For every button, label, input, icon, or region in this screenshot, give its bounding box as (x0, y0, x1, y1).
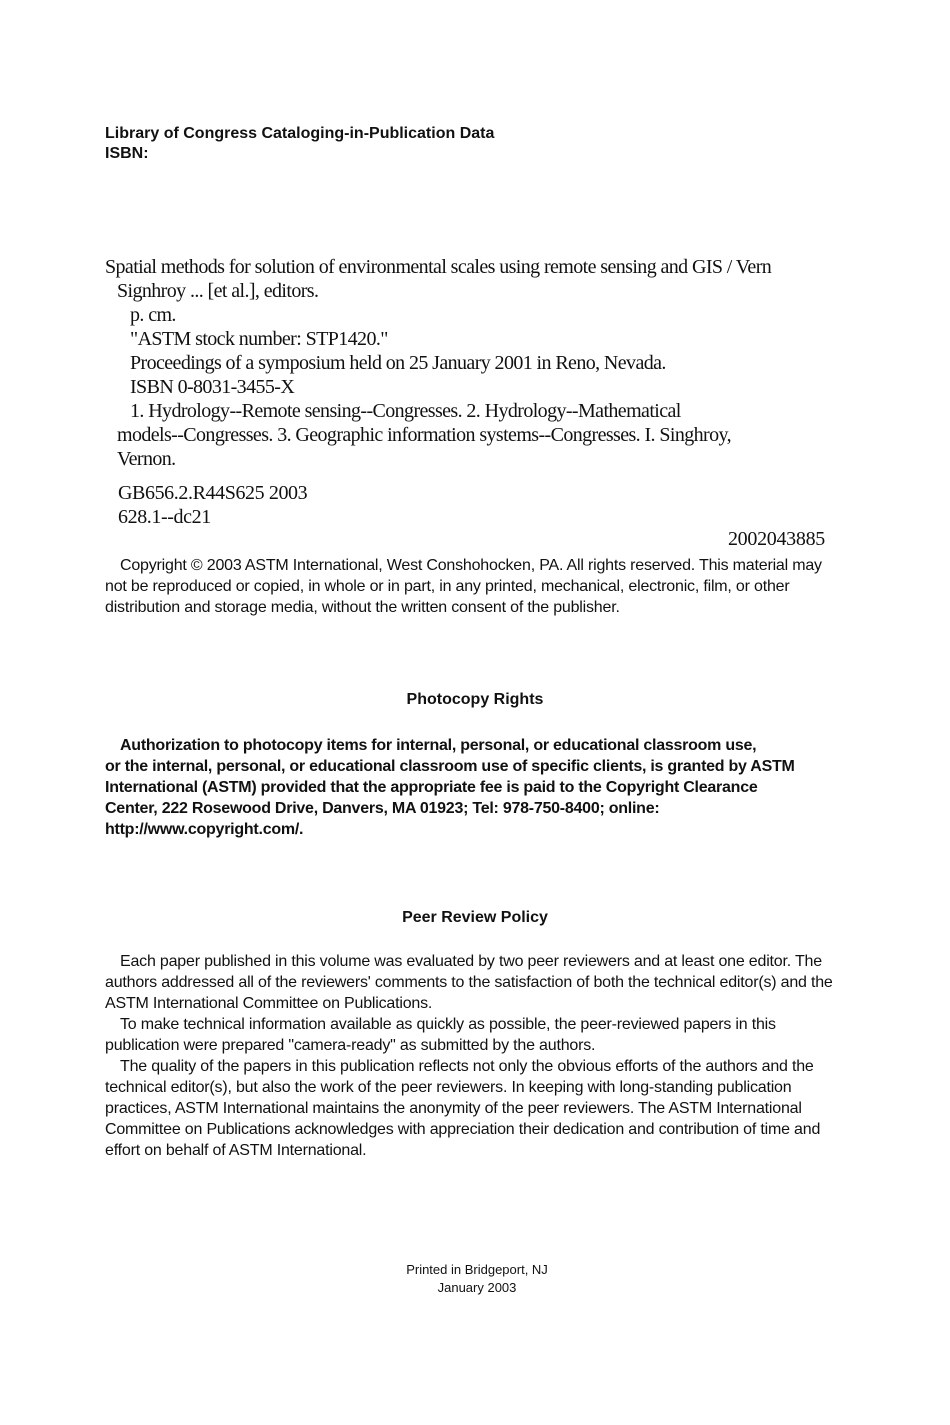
peer-review-heading: Peer Review Policy (402, 909, 548, 926)
photocopy-line-2: or the internal, personal, or educational classroom use of specific clients, is granted by ASTM (105, 758, 795, 775)
cip-isbn: ISBN 0-8031-3455-X (130, 376, 295, 398)
photocopy-rights-heading: Photocopy Rights (406, 691, 544, 708)
cip-record (105, 255, 825, 471)
cip-subjects-line-3: Vernon. (117, 448, 176, 470)
printed-date: January 2003 (437, 1280, 517, 1295)
cip-subjects-line-1: 1. Hydrology--Remote sensing--Congresses. 2. Hydrology--Mathematical (130, 400, 681, 422)
isbn-label: ISBN: (105, 145, 149, 162)
peer-review-paragraph: To make technical information available as quickly as possible, the peer-reviewed papers in this publication were prepared "camera-ready" as submitted by the authors. (105, 1016, 776, 1054)
cip-subjects-line-2: models--Congresses. 3. Geographic information systems--Congresses. I. Singhroy, (117, 424, 731, 446)
photocopy-line-5: http://www.copyright.com/. (105, 821, 304, 838)
copyright-notice (105, 555, 845, 618)
cip-proceedings-note: Proceedings of a symposium held on 25 January 2001 in Reno, Nevada. (130, 352, 666, 374)
copyright-text: Copyright © 2003 ASTM International, West Conshohocken, PA. All rights reserved. This material may not be reproduced or copied, in whole or in part, in any printed, mechanical, electronic, film, or other distribution and storage media, without the written consent of the publisher. (105, 557, 822, 616)
printed-location: Printed in Bridgeport, NJ (406, 1262, 548, 1277)
peer-review-paragraph: The quality of the papers in this publication reflects not only the obvious efforts of the authors and the technical editor(s), but also the work of the peer reviewers. In keeping with long-standing publication practices, ASTM International maintains the anonymity of the peer reviewers. The ASTM International Committee on Publications acknowledges with appreciation their dedication and contribution of time and effort on behalf of ASTM International. (105, 1058, 821, 1159)
photocopy-line-1: Authorization to photocopy items for internal, personal, or educational classroom use, (120, 737, 757, 754)
lc-classification: GB656.2.R44S625 2003 (118, 482, 308, 504)
peer-review-paragraph: Each paper published in this volume was evaluated by two peer reviewers and at least one editor. The authors addressed all of the reviewers' comments to the satisfaction of both the technical editor(s) and the ASTM International Committee on Publications. (105, 953, 833, 1012)
cip-title-line-1: Spatial methods for solution of environmental scales using remote sensing and GIS / Vern (105, 256, 772, 278)
peer-review-text (105, 951, 850, 1161)
cip-title-line-2: Signhroy ... [et al.], editors. (117, 280, 319, 302)
photocopy-rights-text (105, 735, 845, 840)
dewey-classification: 628.1--dc21 (118, 506, 211, 528)
lccn-number: 2002043885 (727, 528, 825, 550)
cataloging-title: Library of Congress Cataloging-in-Publication Data (105, 125, 495, 142)
cataloging-header (105, 124, 494, 164)
photocopy-line-3: International (ASTM) provided that the appropriate fee is paid to the Copyright Clearance (105, 779, 758, 796)
cip-physical-description: p. cm. (130, 304, 176, 326)
cip-stock-note: "ASTM stock number: STP1420." (130, 328, 388, 350)
classification-numbers (118, 481, 307, 529)
printing-footer (0, 1261, 950, 1297)
photocopy-line-4: Center, 222 Rosewood Drive, Danvers, MA 01923; Tel: 978-750-8400; online: (105, 800, 660, 817)
